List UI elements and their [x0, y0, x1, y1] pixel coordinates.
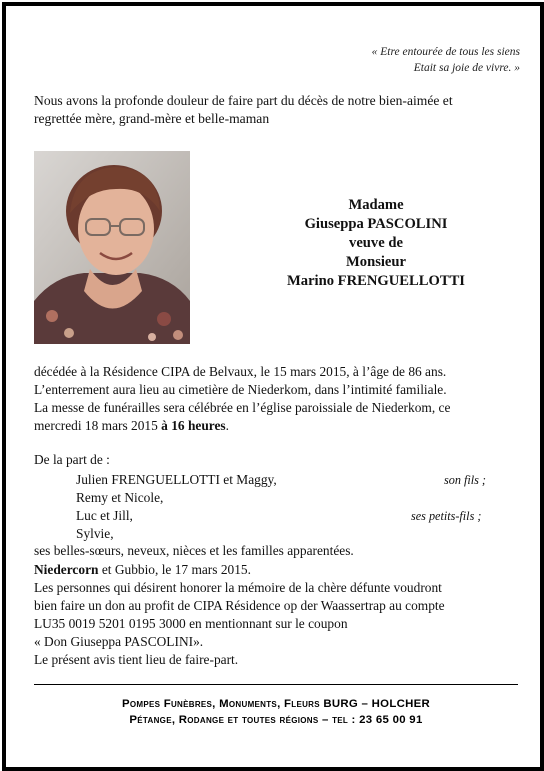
epigraph-quote — [372, 44, 520, 76]
grandchild-1: Remy et Nicole, — [76, 490, 164, 505]
details-line-2: L’enterrement aura lieu au cimetière de Niederkom, dans l’intimité familiale. — [34, 382, 447, 397]
son-relation: son fils ; — [444, 473, 486, 487]
place-date — [34, 561, 529, 579]
footer-line-2: Pétange, Rodange et toutes régions – tel : 23 65 00 91 — [129, 714, 423, 726]
intro-line-2: regrettée mère, grand-mère et belle-maman — [34, 111, 270, 126]
grandchild-3: Sylvie, — [76, 526, 114, 541]
details-line-4 — [34, 417, 529, 435]
donation-line-3: LU35 0019 5201 0195 3000 en mentionnant sur le coupon — [34, 616, 348, 631]
closing-text — [34, 561, 529, 669]
notice-line: Le présent avis tient lieu de faire-part. — [34, 652, 239, 667]
funeral-details — [34, 363, 529, 435]
obituary-frame — [2, 2, 544, 771]
portrait-photo — [34, 151, 190, 344]
details-time: à 16 heures — [161, 418, 226, 433]
details-line-1: décédée à la Résidence CIPA de Belvaux, le 15 mars 2015, à l’âge de 86 ans. — [34, 364, 447, 379]
husband-title: Monsieur — [346, 254, 406, 270]
family-header: De la part de : — [34, 452, 110, 467]
intro-text — [34, 92, 524, 128]
intro-line-1: Nous avons la profonde douleur de faire part du décès de notre bien-aimée et — [34, 93, 453, 108]
footer-divider — [34, 684, 518, 685]
funeral-home-footer — [34, 696, 518, 728]
quote-line-2: Etait sa joie de vivre. » — [413, 62, 520, 74]
deceased-names — [206, 196, 544, 291]
widow-of-label: veuve de — [349, 235, 403, 251]
husband-name: Marino FRENGUELLOTTI — [287, 273, 465, 289]
deceased-title: Madame — [348, 197, 404, 213]
details-date: mercredi 18 mars 2015 — [34, 418, 162, 433]
grandchildren-relation: ses petits-fils ; — [411, 509, 482, 523]
place-date-rest: et Gubbio, le 17 mars 2015. — [98, 562, 251, 577]
footer-line-1: Pompes Funèbres, Monuments, Fleurs BURG – HOLCHER — [121, 698, 431, 710]
family-son: Julien FRENGUELLOTTI et Maggy, — [76, 472, 277, 487]
details-period: . — [225, 418, 230, 433]
other-relatives: ses belles-sœurs, neveux, nièces et les familles apparentées. — [34, 543, 354, 558]
quote-line-1: « Etre entourée de tous les siens — [371, 46, 520, 58]
grandchild-2: Luc et Jill, — [76, 508, 133, 523]
deceased-name: Giuseppa PASCOLINI — [304, 216, 448, 232]
details-line-3: La messe de funérailles sera célébrée en l’église paroissiale de Niederkom, ce — [34, 400, 451, 415]
donation-line-1: Les personnes qui désirent honorer la mémoire de la chère défunte voudront — [34, 580, 442, 595]
place-name: Niedercorn — [34, 562, 99, 577]
donation-line-4: « Don Giuseppa PASCOLINI». — [34, 634, 204, 649]
donation-line-2: bien faire un don au profit de CIPA Résidence op der Waassertrap au compte — [34, 598, 445, 613]
portrait-image — [34, 151, 190, 344]
